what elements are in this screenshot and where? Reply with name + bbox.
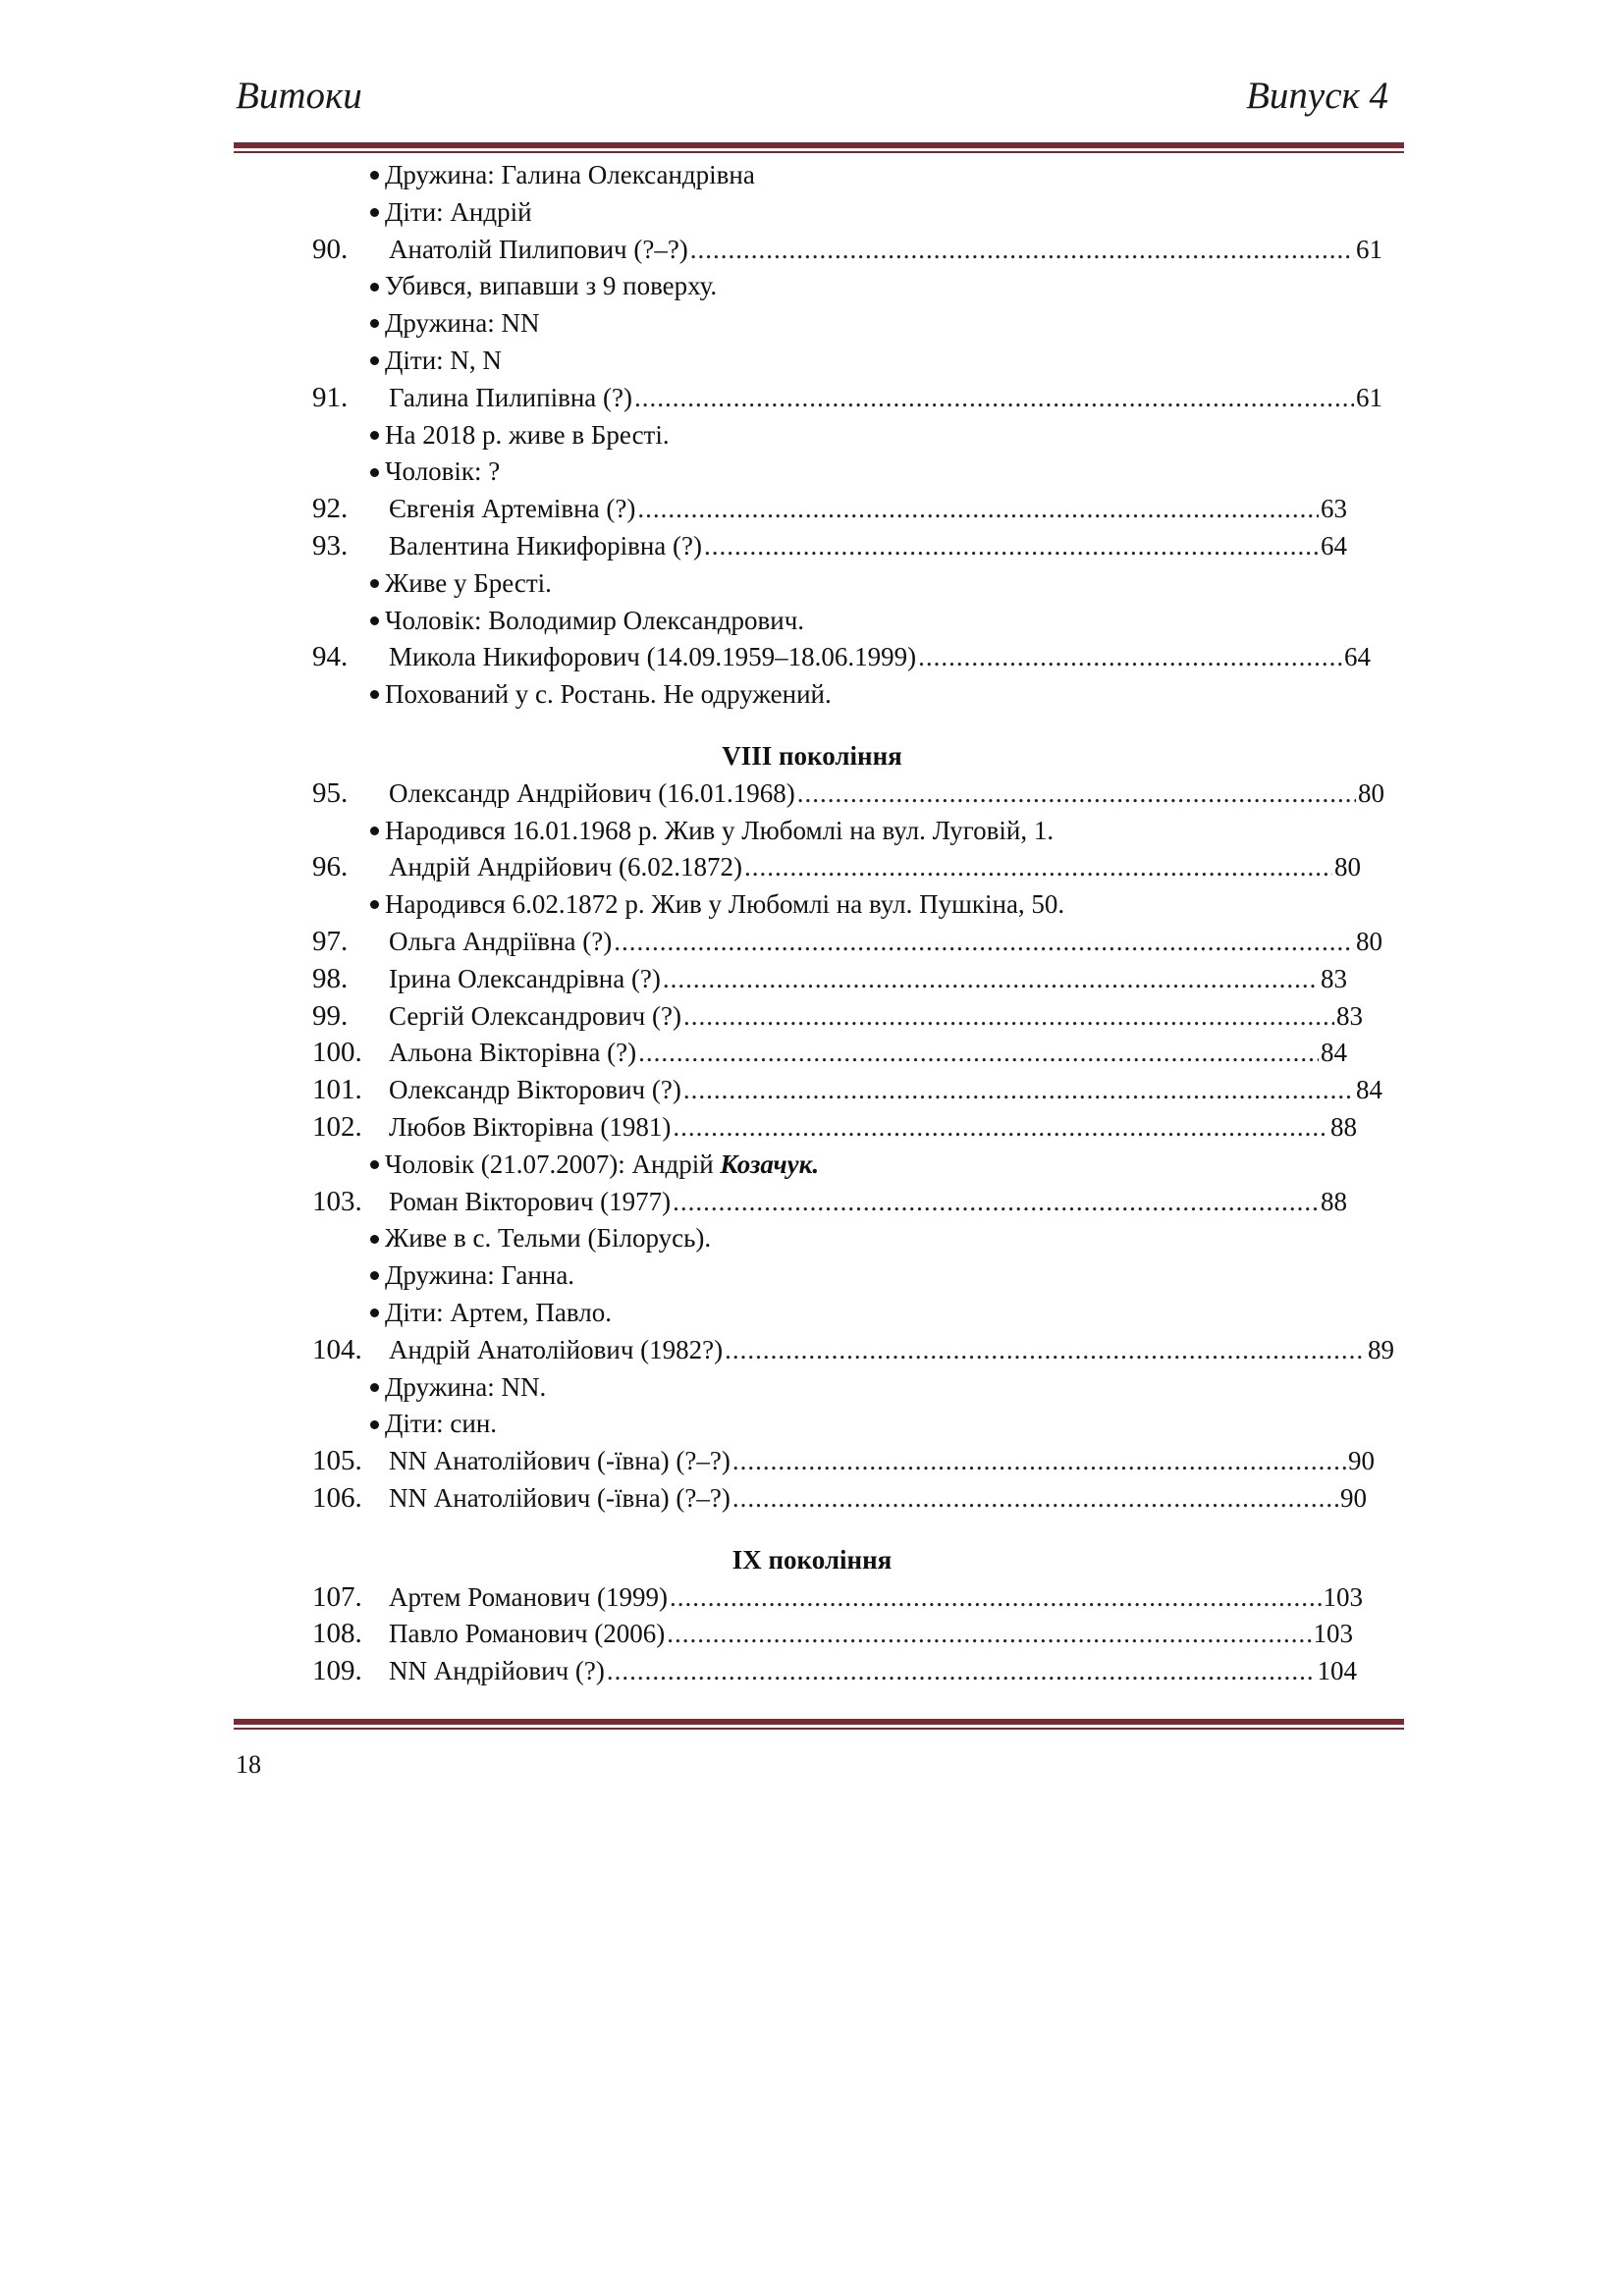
dot-leader <box>725 1332 1366 1368</box>
bullet-icon <box>370 1235 379 1244</box>
entry-number: 92. <box>312 493 349 525</box>
bullet-note <box>370 1147 819 1183</box>
bullet-text: Народився 6.02.1872 р. Жив у Любомлі на вул. Пушкіна, 50. <box>385 889 1065 920</box>
entry-number: 96. <box>312 851 349 883</box>
entry-number: 102. <box>312 1111 362 1143</box>
dot-leader <box>683 1072 1354 1108</box>
toc-entry[interactable] <box>389 1443 1375 1479</box>
bullet-text: Чоловік (21.07.2007): Андрій <box>385 1148 721 1179</box>
bullet-note <box>370 813 1054 849</box>
bullet-note <box>370 343 502 379</box>
entry-page: 80 <box>1358 777 1384 808</box>
dot-leader <box>732 1480 1338 1517</box>
entry-number: 100. <box>312 1037 362 1069</box>
bullet-text: Дружина: NN <box>385 308 540 339</box>
bullet-icon <box>370 319 379 328</box>
entry-name: Галина Пилипівна (?) <box>389 382 632 412</box>
toc-entry[interactable] <box>389 1480 1367 1517</box>
dot-leader <box>607 1653 1316 1689</box>
dot-leader <box>797 775 1356 812</box>
bullet-note <box>370 603 804 639</box>
dot-leader <box>683 998 1334 1035</box>
entry-page: 83 <box>1321 963 1347 993</box>
toc-entry[interactable] <box>389 1035 1347 1071</box>
bullet-text: Похований у с. Ростань. Не одружений. <box>385 679 832 710</box>
bullet-icon <box>370 1383 379 1392</box>
bullet-text: Живе у Бресті. <box>385 567 552 598</box>
entry-page: 90 <box>1340 1483 1367 1513</box>
bullet-icon <box>370 1420 379 1429</box>
entry-number: 99. <box>312 999 349 1032</box>
entry-name: Микола Никифорович (14.09.1959–18.06.1999) <box>389 642 917 672</box>
entry-page: 61 <box>1356 234 1382 264</box>
bullet-icon <box>370 827 379 835</box>
bullet-icon <box>370 1308 379 1317</box>
bullet-text: Діти: син. <box>385 1409 498 1439</box>
toc-entry[interactable] <box>389 491 1347 527</box>
toc-entry[interactable] <box>389 639 1371 675</box>
entry-name: Олександр Вікторович (?) <box>389 1075 681 1105</box>
footer-rule <box>234 1719 1404 1730</box>
toc-entry[interactable] <box>389 1653 1357 1689</box>
entry-name: Євгенія Артемівна (?) <box>389 494 636 524</box>
dot-leader <box>667 1616 1311 1652</box>
entry-name: NN Анатолійович (-ївна) (?–?) <box>389 1483 731 1513</box>
generation-heading: IX покоління <box>731 1544 893 1575</box>
entry-number: 94. <box>312 641 349 673</box>
dot-leader <box>918 639 1342 675</box>
entry-name: Ірина Олександрівна (?) <box>389 963 661 993</box>
toc-entry[interactable] <box>389 998 1363 1035</box>
entry-page: 83 <box>1336 1000 1363 1031</box>
toc-entry[interactable] <box>389 1579 1363 1616</box>
dot-leader <box>732 1443 1346 1479</box>
bullet-icon <box>370 468 379 477</box>
entry-page: 88 <box>1330 1112 1357 1142</box>
toc-entry[interactable] <box>389 380 1382 416</box>
bullet-note <box>370 1295 612 1331</box>
generation-heading: VIII покоління <box>722 741 902 771</box>
entry-page: 63 <box>1321 494 1347 524</box>
entry-name: NN Анатолійович (-ївна) (?–?) <box>389 1446 731 1476</box>
bullet-icon <box>370 616 379 625</box>
entry-name: Артем Романович (1999) <box>389 1581 668 1612</box>
bullet-note <box>370 1257 574 1294</box>
entry-page: 104 <box>1317 1656 1357 1686</box>
page-number: 18 <box>236 1750 261 1779</box>
entry-number: 105. <box>312 1445 362 1477</box>
entry-name: Сергій Олександрович (?) <box>389 1000 681 1031</box>
bullet-note <box>370 268 717 304</box>
entry-page: 61 <box>1356 382 1382 412</box>
bullet-note <box>370 157 755 193</box>
entry-name: NN Андрійович (?) <box>389 1656 605 1686</box>
toc-entry[interactable] <box>389 961 1347 997</box>
toc-entry[interactable] <box>389 924 1382 960</box>
entry-name: Андрій Анатолійович (1982?) <box>389 1334 724 1364</box>
entry-number: 98. <box>312 962 349 994</box>
entry-name: Олександр Андрійович (16.01.1968) <box>389 777 795 808</box>
bullet-note <box>370 305 540 342</box>
toc-entry[interactable] <box>389 1332 1394 1368</box>
entry-number: 106. <box>312 1482 362 1514</box>
bullet-icon <box>370 208 379 217</box>
entry-page: 64 <box>1344 642 1371 672</box>
toc-entry[interactable] <box>389 1109 1357 1146</box>
bullet-icon <box>370 283 379 292</box>
toc-entry[interactable] <box>389 1072 1382 1108</box>
toc-entry[interactable] <box>389 528 1347 564</box>
entry-number: 91. <box>312 381 349 413</box>
bullet-icon <box>370 900 379 909</box>
bullet-icon <box>370 690 379 699</box>
bullet-text: Діти: Андрій <box>385 196 532 227</box>
bullet-note <box>370 1406 497 1442</box>
entry-name: Роман Вікторович (1977) <box>389 1186 672 1216</box>
toc-entry[interactable] <box>389 775 1384 812</box>
toc-entry[interactable] <box>389 1616 1353 1652</box>
bullet-note <box>370 1369 546 1406</box>
bullet-icon <box>370 171 379 180</box>
dot-leader <box>670 1579 1322 1616</box>
bullet-text: Дружина: Ганна. <box>385 1260 575 1291</box>
entry-number: 109. <box>312 1655 362 1687</box>
bullet-icon <box>370 579 379 588</box>
bullet-text: Народився 16.01.1968 р. Жив у Любомлі на вул. Луговій, 1. <box>385 815 1055 845</box>
entry-page: 103 <box>1323 1581 1363 1612</box>
header-rule <box>234 142 1404 153</box>
bullet-note <box>370 194 532 231</box>
dot-leader <box>614 924 1354 960</box>
entry-number: 93. <box>312 530 349 561</box>
dot-leader <box>638 1035 1319 1071</box>
entry-name: Ольга Андріївна (?) <box>389 927 613 956</box>
entry-name: Валентина Никифорівна (?) <box>389 531 702 561</box>
bullet-text: Чоловік: ? <box>385 456 501 487</box>
bullet-text: Живе в с. Тельми (Білорусь). <box>385 1223 712 1254</box>
entry-number: 97. <box>312 926 349 957</box>
bullet-icon <box>370 356 379 365</box>
bullet-text: Діти: Артем, Павло. <box>385 1298 613 1327</box>
entry-name: Павло Романович (2006) <box>389 1619 666 1649</box>
entry-name: Анатолій Пилипович (?–?) <box>389 234 688 264</box>
bullet-text: Чоловік: Володимир Олександрович. <box>385 605 805 635</box>
dot-leader <box>673 1109 1328 1146</box>
bullet-text: Діти: N, N <box>385 346 502 375</box>
bullet-text: Дружина: Галина Олександрівна <box>385 160 755 189</box>
bullet-note <box>370 565 552 602</box>
entry-number: 108. <box>312 1618 362 1650</box>
bullet-note <box>370 886 1064 923</box>
entry-page: 80 <box>1356 927 1382 956</box>
entry-number: 90. <box>312 233 349 265</box>
entry-page: 89 <box>1368 1334 1394 1364</box>
dot-leader <box>704 528 1319 564</box>
running-header-title: Витоки <box>236 75 362 117</box>
toc-entry[interactable] <box>389 232 1382 268</box>
entry-number: 103. <box>312 1185 362 1217</box>
entry-number: 107. <box>312 1580 362 1613</box>
bullet-icon <box>370 431 379 440</box>
entry-page: 84 <box>1356 1075 1382 1105</box>
toc-entry[interactable] <box>389 1184 1347 1220</box>
surname-emphasis: Козачук. <box>720 1148 820 1179</box>
dot-leader <box>637 491 1319 527</box>
entry-number: 104. <box>312 1333 362 1365</box>
entry-number: 101. <box>312 1074 362 1106</box>
bullet-note <box>370 417 670 454</box>
running-header-issue: Випуск 4 <box>1246 75 1388 117</box>
entry-page: 80 <box>1334 852 1361 882</box>
dot-leader <box>744 849 1332 885</box>
bullet-note <box>370 1220 711 1256</box>
dot-leader <box>690 232 1354 268</box>
dot-leader <box>663 961 1319 997</box>
entry-name: Андрій Андрійович (6.02.1872) <box>389 852 743 882</box>
toc-entry[interactable] <box>389 849 1361 885</box>
bullet-note <box>370 454 500 490</box>
entry-page: 90 <box>1348 1446 1375 1476</box>
entry-page: 64 <box>1321 531 1347 561</box>
entry-page: 88 <box>1321 1186 1347 1216</box>
bullet-note <box>370 676 832 713</box>
bullet-text: Убився, випавши з 9 поверху. <box>385 271 718 301</box>
dot-leader <box>673 1184 1319 1220</box>
bullet-text: Дружина: NN. <box>385 1371 547 1402</box>
dot-leader <box>634 380 1354 416</box>
bullet-text: На 2018 р. живе в Бресті. <box>385 419 670 450</box>
bullet-icon <box>370 1271 379 1280</box>
entry-name: Любов Вікторівна (1981) <box>389 1112 672 1142</box>
entry-page: 103 <box>1313 1619 1353 1649</box>
entry-number: 95. <box>312 776 349 809</box>
entry-page: 84 <box>1321 1038 1347 1068</box>
bullet-icon <box>370 1160 379 1169</box>
entry-name: Альона Вікторівна (?) <box>389 1038 637 1068</box>
